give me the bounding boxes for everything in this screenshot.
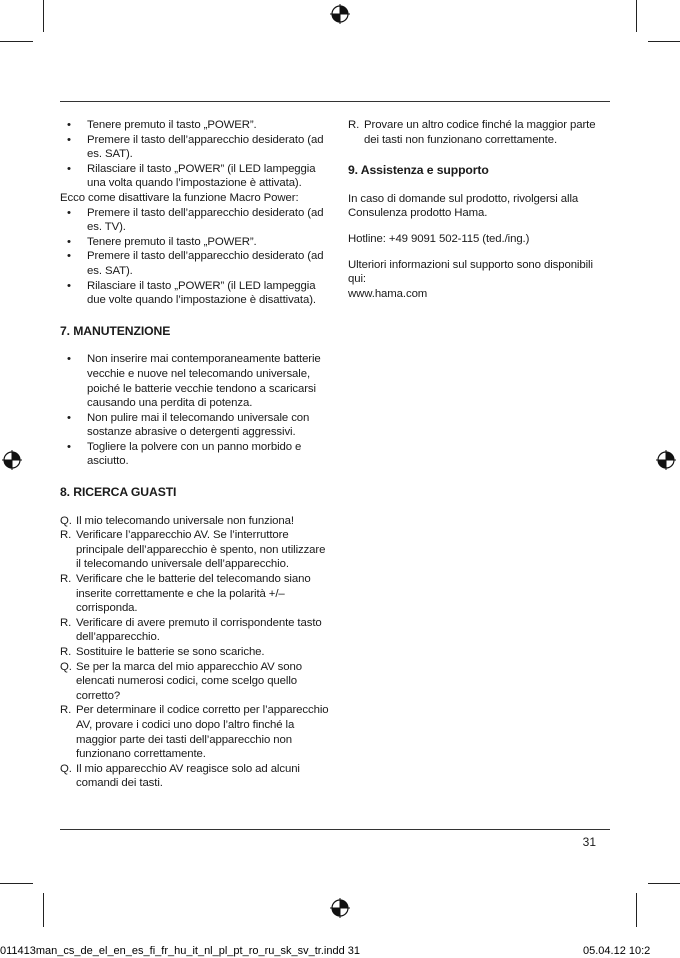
maintenance-heading: 7. MANUTENZIONE [60, 323, 171, 338]
qa-label: R. [60, 704, 72, 717]
qa-label: Q. [60, 514, 72, 527]
qa-label: R. [60, 646, 72, 658]
crop-mark-top-right-horizontal [648, 41, 680, 42]
qa-item [60, 528, 332, 572]
qa-text: Provare un altro codice finché la maggior parte dei tasti non funzionano correttamente. [364, 119, 596, 146]
qa-text: Il mio apparecchio AV reagisce solo ad alcuni comandi dei tasti. [76, 762, 300, 790]
qa-item [60, 645, 332, 660]
crop-mark-top-left-horizontal [0, 41, 33, 42]
left-column [60, 118, 332, 791]
list-item: • Premere il tasto dell’apparecchio desiderato (ad es. SAT). [60, 133, 332, 162]
qa-item [60, 703, 332, 761]
registration-mark-left-icon [2, 450, 22, 470]
crop-mark-bottom-right-vertical [636, 893, 637, 927]
footer-rule [60, 829, 610, 830]
list-item: • Premere il tasto dell’apparecchio desiderato (ad es. SAT). [60, 249, 332, 278]
website-link[interactable]: www.hama.com [348, 287, 428, 300]
list-item: • Premere il tasto dell’apparecchio desiderato (ad es. TV). [60, 206, 332, 235]
header-rule [60, 101, 610, 102]
qa-text: Verificare di avere premuto il corrispondente tasto dell’apparecchio. [76, 616, 322, 644]
list-item: • Tenere premuto il tasto „POWER”. [60, 235, 332, 250]
list-item: • Togliere la polvere con un panno morbido e asciutto. [60, 440, 332, 469]
macro-off-intro: Ecco come disattivare la funzione Macro Power: [60, 191, 299, 204]
footer-datetime: 05.04.12 10:2 [583, 945, 651, 957]
crop-mark-bottom-left-horizontal [0, 883, 33, 884]
troubleshooting-heading: 8. RICERCA GUASTI [60, 485, 177, 500]
registration-mark-right-icon [656, 450, 676, 470]
registration-mark-top-icon [330, 4, 350, 24]
list-item: • Rilasciare il tasto „POWER” (il LED lampeggia una volta quando l’impostazione è attivata). [60, 162, 332, 191]
support-text: In caso di domande sul prodotto, rivolgersi alla Consulenza prodotto Hama. [348, 192, 579, 220]
crop-mark-top-right-vertical [636, 0, 637, 32]
crop-mark-bottom-right-horizontal [648, 883, 680, 884]
qa-item [60, 762, 332, 791]
qa-text: Se per la marca del mio apparecchio AV sono elencati numerosi codici, come scelgo quello corretto? [76, 660, 302, 702]
qa-item [348, 118, 612, 147]
right-column [348, 118, 612, 301]
more-info-text: Ulteriori informazioni sul supporto sono disponibili qui: [348, 258, 593, 286]
hotline: Hotline: +49 9091 502-115 (ted./ing.) [348, 232, 530, 245]
footer-filename: 011413man_cs_de_el_en_es_fi_fr_hu_it_nl_pl_pt_ro_ru_sk_sv_tr.indd 31 [0, 945, 361, 957]
page-number: 31 [582, 835, 596, 849]
qa-item [60, 660, 332, 704]
qa-text: Per determinare il codice corretto per l’apparecchio AV, provare i codici uno dopo l’altro finché la maggior parte dei tasti dell’apparecchio non funzionano correttamente. [76, 704, 329, 761]
crop-mark-bottom-left-vertical [43, 893, 44, 927]
qa-text: Verificare l’apparecchio AV. Se l’interruttore principale dell’apparecchio è spento, non utilizzare il telecomando universale dell’apparecchio. [76, 529, 326, 571]
qa-label: Q. [60, 762, 72, 775]
support-heading: 9. Assistenza e supporto [348, 163, 489, 178]
qa-label: R. [60, 529, 72, 542]
list-item: • Non inserire mai contemporaneamente batterie vecchie e nuove nel telecomando universale, poiché le batterie vecchie tendono a scaricarsi causando una perdita di potenza. [60, 352, 332, 410]
list-item: • Non pulire mai il telecomando universale con sostanze abrasive o detergenti aggressivi. [60, 411, 332, 440]
crop-mark-top-left-vertical [43, 0, 44, 32]
qa-text: Il mio telecomando universale non funziona! [76, 514, 294, 527]
qa-item [60, 514, 332, 529]
qa-label: Q. [60, 660, 72, 673]
qa-label: R. [60, 573, 72, 586]
registration-mark-bottom-icon [330, 898, 350, 918]
qa-label: R. [60, 616, 72, 629]
qa-label: R. [348, 119, 360, 131]
qa-item [60, 616, 332, 645]
list-item: • Tenere premuto il tasto „POWER”. [60, 118, 332, 133]
qa-text: Verificare che le batterie del telecomando siano inserite correttamente e che la polarità +/– corrisponda. [76, 573, 311, 615]
qa-item [60, 572, 332, 616]
list-item: • Rilasciare il tasto „POWER” (il LED lampeggia due volte quando l’impostazione è disattivata). [60, 279, 332, 308]
qa-text: Sostituire le batterie se sono scariche. [76, 646, 265, 658]
